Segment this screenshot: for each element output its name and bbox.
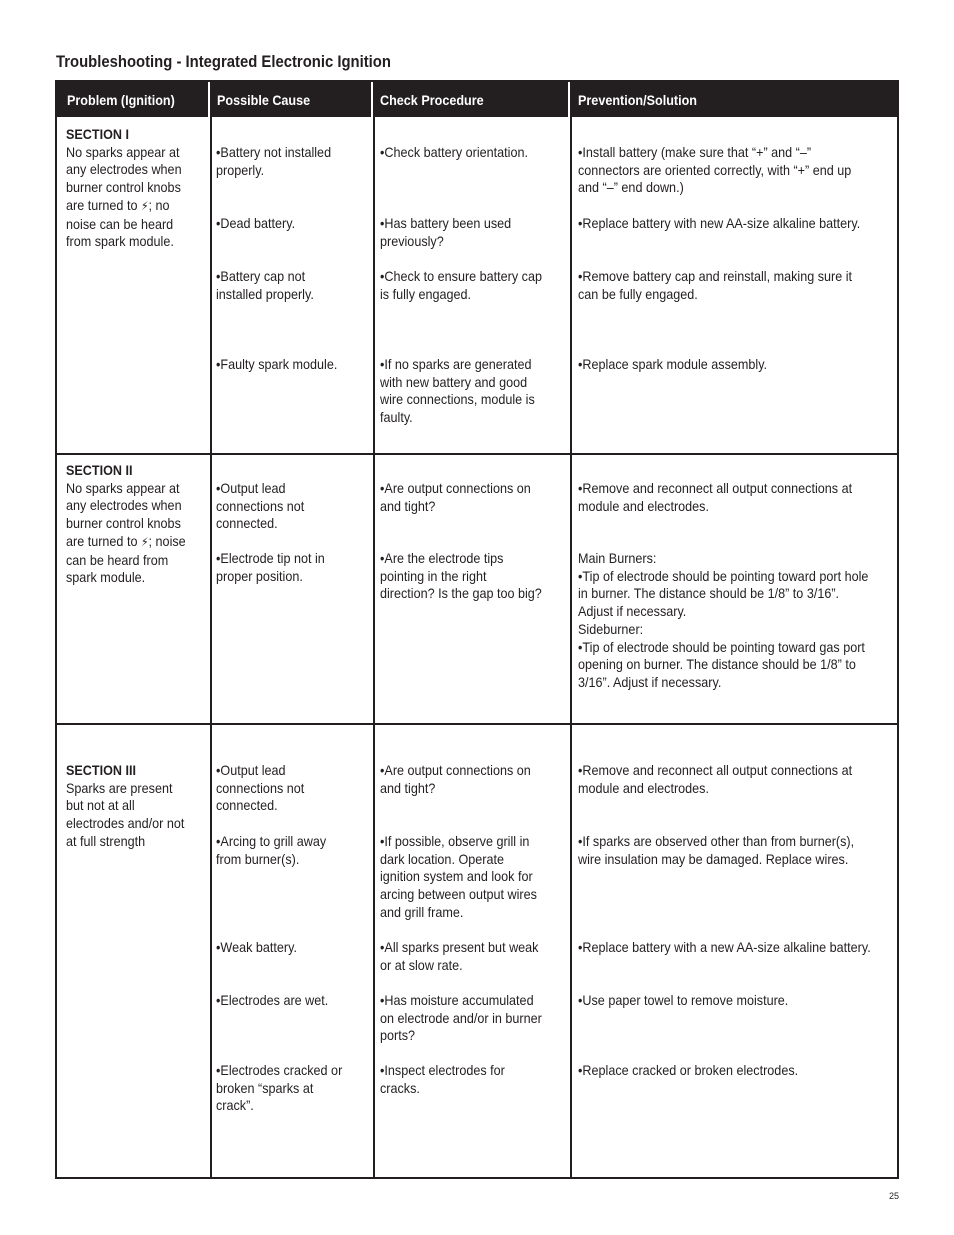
solution-cell — [578, 550, 868, 692]
text-line: connected. — [216, 797, 278, 814]
column-divider — [210, 117, 212, 1177]
header-divider — [568, 82, 570, 117]
text-line: 3/16”. Adjust if necessary. — [578, 673, 722, 690]
text-line: module and electrodes. — [578, 497, 709, 514]
text-line: •If sparks are observed other than from burner(s), — [578, 833, 855, 849]
text-line: •Are the electrode tips — [380, 550, 504, 566]
column-header-solution: Prevention/Solution — [578, 92, 698, 108]
text-line: •Are output connections on — [380, 480, 531, 496]
text-line: pointing in the right — [380, 567, 487, 584]
solution-subheading: Main Burners: — [578, 550, 657, 566]
text-line: •Dead battery. — [216, 215, 296, 231]
text-line: previously? — [380, 232, 444, 249]
solution-cell — [578, 1062, 798, 1080]
problem-text-line: burner control knobs — [66, 179, 181, 196]
column-divider — [373, 117, 375, 1177]
check-cell — [380, 939, 538, 974]
text-line: •Tip of electrode should be pointing toward port hole — [578, 567, 869, 584]
solution-cell — [578, 268, 852, 303]
text-line: •Battery not installed — [216, 144, 332, 160]
solution-subheading: Sideburner: — [578, 620, 644, 637]
column-header-cause: Possible Cause — [217, 92, 311, 108]
text-line: broken “sparks at — [216, 1079, 314, 1096]
text-line: module and electrodes. — [578, 779, 709, 796]
lightning-bolt-icon: ⚡︎ — [140, 198, 149, 213]
text-line: •Electrode tip not in — [216, 550, 325, 566]
text-line: connected. — [216, 515, 278, 532]
problem-text-line: from spark module. — [66, 233, 174, 250]
problem-text-line: No sparks appear at — [66, 143, 180, 160]
text-line: wire insulation may be damaged. Replace wires. — [578, 850, 849, 867]
header-divider — [208, 82, 210, 117]
text-line: •Replace cracked or broken electrodes. — [578, 1062, 799, 1078]
text-line: •Electrodes are wet. — [216, 992, 329, 1008]
section-divider — [57, 453, 897, 455]
check-cell — [380, 215, 511, 250]
text-line: •Are output connections on — [380, 762, 531, 778]
text-line: installed properly. — [216, 285, 314, 302]
problem-text-fragment: are turned to — [66, 196, 141, 213]
text-line: •Has moisture accumulated — [380, 992, 534, 1008]
problem-text-fragment: ; noise — [148, 532, 186, 549]
solution-cell — [578, 356, 767, 374]
problem-text-fragment: are turned to — [66, 532, 141, 549]
text-line: and tight? — [380, 779, 436, 796]
text-line: •Replace battery with new AA-size alkaline battery. — [578, 215, 861, 231]
cause-cell — [216, 144, 331, 179]
problem-text-line: No sparks appear at — [66, 479, 180, 496]
text-line: wire connections, module is — [380, 391, 535, 408]
troubleshooting-table — [55, 80, 899, 1179]
cause-cell — [216, 480, 304, 533]
text-line: ignition system and look for — [380, 868, 533, 885]
check-cell — [380, 480, 531, 515]
lightning-bolt-icon: ⚡︎ — [140, 534, 149, 549]
section-i-problem — [66, 126, 182, 251]
text-line: with new battery and good — [380, 373, 528, 390]
section-title: SECTION III — [66, 762, 137, 778]
check-cell — [380, 1062, 505, 1097]
problem-text-line — [66, 533, 186, 552]
text-line: in burner. The distance should be 1/8” to 3/16”. — [578, 585, 840, 602]
text-line: •If possible, observe grill in — [380, 833, 530, 849]
section-iii-problem — [66, 762, 184, 851]
check-cell — [380, 144, 528, 162]
problem-text-line: can be heard from — [66, 551, 169, 568]
text-line: •Weak battery. — [216, 939, 297, 955]
text-line: is fully engaged. — [380, 285, 472, 302]
solution-cell — [578, 480, 852, 515]
text-line: connectors are oriented correctly, with “+” end up — [578, 161, 852, 178]
text-line: connections not — [216, 779, 305, 796]
problem-text-line: Sparks are present — [66, 779, 173, 796]
cause-cell — [216, 550, 325, 585]
check-cell — [380, 550, 542, 603]
text-line: on electrode and/or in burner — [380, 1009, 542, 1026]
problem-text-line: noise can be heard — [66, 215, 174, 232]
cause-cell — [216, 215, 295, 233]
section-title: SECTION II — [66, 462, 133, 478]
text-line: •Arcing to grill away — [216, 833, 327, 849]
column-divider — [570, 117, 572, 1177]
solution-cell — [578, 833, 854, 868]
check-cell — [380, 992, 542, 1045]
text-line: •Output lead — [216, 480, 286, 496]
text-line: ports? — [380, 1027, 416, 1044]
problem-text-line: any electrodes when — [66, 497, 182, 514]
check-cell — [380, 356, 535, 427]
text-line: •Remove battery cap and reinstall, making sure it — [578, 268, 853, 284]
text-line: properly. — [216, 161, 265, 178]
text-line: •Electrodes cracked or — [216, 1062, 343, 1078]
text-line: dark location. Operate — [380, 850, 504, 867]
text-line: can be fully engaged. — [578, 285, 698, 302]
text-line: •All sparks present but weak — [380, 939, 539, 955]
text-line: •Output lead — [216, 762, 286, 778]
text-line: direction? Is the gap too big? — [380, 585, 542, 602]
text-line: •Replace battery with a new AA-size alkaline battery. — [578, 939, 871, 955]
text-line: •Tip of electrode should be pointing toward gas port — [578, 638, 865, 655]
problem-text-line: electrodes and/or not — [66, 815, 185, 832]
text-line: crack”. — [216, 1097, 254, 1114]
text-line: proper position. — [216, 567, 303, 584]
problem-text-line: but not at all — [66, 797, 135, 814]
section-title: SECTION I — [66, 126, 130, 142]
text-line: •Inspect electrodes for — [380, 1062, 505, 1078]
check-cell — [380, 268, 542, 303]
text-line: from burner(s). — [216, 850, 300, 867]
text-line: or at slow rate. — [380, 956, 463, 973]
cause-cell — [216, 356, 337, 374]
text-line: •Replace spark module assembly. — [578, 356, 768, 372]
cause-cell — [216, 268, 314, 303]
check-cell — [380, 762, 531, 797]
solution-cell — [578, 762, 852, 797]
text-line: •Has battery been used — [380, 215, 512, 231]
cause-cell — [216, 833, 326, 868]
text-line: and grill frame. — [380, 903, 464, 920]
cause-cell — [216, 939, 297, 957]
column-header-problem: Problem (Ignition) — [67, 92, 175, 108]
solution-cell — [578, 939, 871, 957]
problem-text-line — [66, 197, 182, 216]
section-ii-problem — [66, 462, 186, 587]
page-title: Troubleshooting - Integrated Electronic Ignition — [56, 53, 391, 71]
column-header-check: Check Procedure — [380, 92, 484, 108]
section-divider — [57, 723, 897, 725]
text-line: •Check battery orientation. — [380, 144, 528, 160]
problem-text-line: any electrodes when — [66, 161, 182, 178]
cause-cell — [216, 992, 328, 1010]
text-line: cracks. — [380, 1079, 420, 1096]
problem-text-line: spark module. — [66, 569, 146, 586]
text-line: •Install battery (make sure that “+” and “–” — [578, 144, 812, 160]
text-line: •Battery cap not — [216, 268, 306, 284]
page-number: 25 — [889, 1191, 900, 1201]
check-cell — [380, 833, 537, 922]
cause-cell — [216, 1062, 342, 1115]
cause-cell — [216, 762, 304, 815]
text-line: opening on burner. The distance should be 1/8” to — [578, 656, 856, 673]
text-line: Adjust if necessary. — [578, 603, 687, 620]
text-line: •If no sparks are generated — [380, 356, 532, 372]
text-line: and “–” end down.) — [578, 179, 684, 196]
text-line: •Check to ensure battery cap — [380, 268, 542, 284]
text-line: •Faulty spark module. — [216, 356, 338, 372]
text-line: and tight? — [380, 497, 436, 514]
text-line: arcing between output wires — [380, 886, 537, 903]
problem-text-line: at full strength — [66, 832, 146, 849]
solution-cell — [578, 144, 851, 197]
text-line: •Remove and reconnect all output connections at — [578, 762, 853, 778]
text-line: connections not — [216, 497, 305, 514]
text-line: •Use paper towel to remove moisture. — [578, 992, 789, 1008]
text-line: •Remove and reconnect all output connections at — [578, 480, 853, 496]
solution-cell — [578, 215, 860, 233]
problem-text-fragment: ; no — [148, 196, 170, 213]
text-line: faulty. — [380, 409, 413, 426]
problem-text-line: burner control knobs — [66, 515, 181, 532]
header-divider — [371, 82, 373, 117]
solution-cell — [578, 992, 788, 1010]
